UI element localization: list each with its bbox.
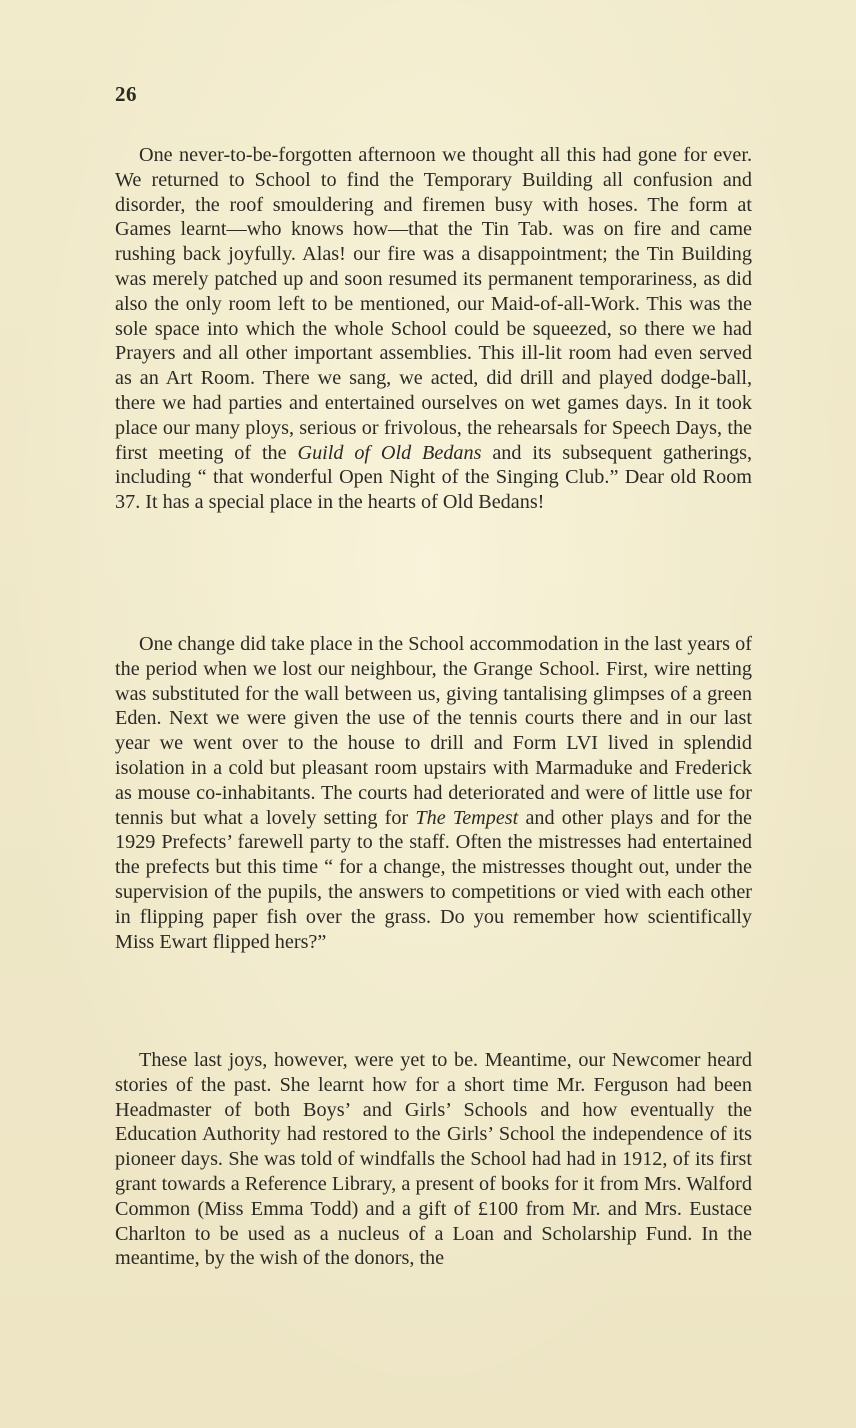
paragraph-stories-of-the-past [115,1048,752,1271]
paragraph-text-end: and other plays and for the 1929 Prefects’ farewell party to the staff. Often the mistresses had entertained the prefects but this time “ for a change, the mistresses thought out, under the supervision of the pupils, the answers to competitions or vied with each other in flipping paper fish over the grass. Do you remember how scientifically Miss Ewart flipped hers?” [115,806,752,953]
paragraph-fire-and-room-37 [115,143,752,515]
paragraph-text [115,143,752,515]
paragraph-text [115,632,752,954]
page-number: 26 [115,82,137,106]
italic-title-tempest: The Tempest [415,806,519,829]
paragraph-text-start: These last joys, however, were yet to be. Meantime, our Newcomer heard stories of the past. She learnt how for a short time Mr. Ferguson had been Headmaster of both Boys’ and Girls’ Schools and how eventually the Education Authority had restored to the Girls’ School the independence of its pioneer days. She was told of windfalls the School had had in 1912, of its first grant towards a Reference Library, a present of books for it from Mrs. Walford Common (Miss Emma Todd) and a gift of £100 from Mr. and Mrs. Eustace Charlton to be used as a nucleus of a Loan and Scholarship Fund. In the meantime, by the wish of the donors, the [115,1049,752,1270]
paragraph-text-start: One change did take place in the School accommodation in the last years of the period when we lost our neighbour, the Grange School. First, wire netting was substituted for the wall between us, giving tantalising glimpses of a green Eden. Next we were given the use of the tennis courts there and in our last year we went over to the house to drill and Form LVI lived in splendid isolation in a cold but pleasant room upstairs with Marmaduke and Frederick as mouse co-inhabitants. The courts had deteriorated and were of little use for tennis but what a lovely setting for [115,633,752,829]
paragraph-text [115,1048,752,1271]
italic-title-guild: Guild of Old Bedans [297,441,482,464]
paragraph-grange-school [115,632,752,954]
paragraph-text-end: and its subsequent gatherings, including “ that wonderful Open Night of the Singing Club.” Dear old Room 37. It has a special place in the hearts of Old Bedans! [115,441,752,514]
paragraph-text-start: One never-to-be-forgotten afternoon we thought all this had gone for ever. We returned to School to find the Temporary Building all confusion and disorder, the roof smouldering and firemen busy with hoses. The form at Games learnt—who knows how—that the Tin Tab. was on fire and came rushing back joyfully. Alas! our fire was a disappointment; the Tin Building was merely patched up and soon resumed its permanent temporariness, as did also the only room left to be mentioned, our Maid-of-all-Work. This was the sole space into which the whole School could be squeezed, so there we had Prayers and all other important assemblies. This ill-lit room had even served as an Art Room. There we sang, we acted, did drill and played dodge-ball, there we had parties and entertained ourselves on wet games days. In it took place our many ploys, serious or frivolous, the rehearsals for Speech Days, the first meeting of the [115,144,752,464]
